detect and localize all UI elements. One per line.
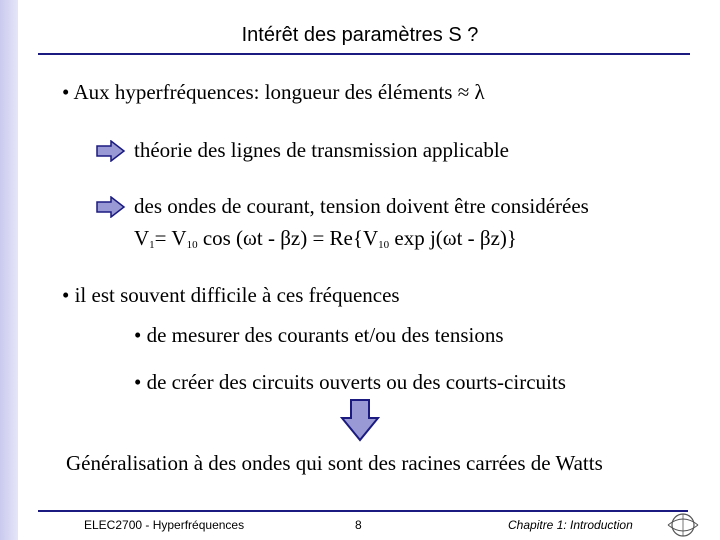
footer-page-number: 8 [355, 518, 362, 532]
title-divider [38, 53, 690, 55]
eq-exp-part: exp j(ωt - βz)} [389, 226, 518, 250]
eq-v1: V [134, 226, 150, 250]
right-arrow-icon [96, 140, 126, 162]
eq-cos-part: cos (ωt - βz) = Re{V [197, 226, 379, 250]
arrow-item-waves: des ondes de courant, tension doivent être considérées [134, 194, 589, 218]
bullet-hyperfrequency: • Aux hyperfréquences: longueur des éléments ≈ λ [62, 80, 485, 104]
eq-mid: = V [154, 226, 187, 250]
bullet-difficulty: • il est souvent difficile à ces fréquences [62, 283, 400, 307]
sub-bullet-measure: • de mesurer des courants et/ou des tensions [134, 323, 504, 347]
wave-equation [134, 226, 517, 251]
eq-v10-subscript: 10 [186, 239, 198, 251]
eq-v1-subscript: 1 [149, 239, 155, 251]
right-arrow-icon [96, 196, 126, 218]
footer-course: ELEC2700 - Hyperfréquences [84, 518, 245, 532]
slide-title: Intérêt des paramètres S ? [241, 24, 479, 46]
conclusion-text: Généralisation à des ondes qui sont des racines carrées de Watts [66, 451, 603, 475]
sub-bullet-circuits: • de créer des circuits ouverts ou des courts-circuits [134, 370, 566, 394]
left-decor-bar [0, 0, 18, 540]
footer-divider [38, 510, 688, 512]
eq-v10b-subscript: 10 [378, 239, 390, 251]
university-logo-icon [664, 511, 702, 539]
arrow-item-theory: théorie des lignes de transmission applicable [134, 138, 509, 162]
down-arrow-icon [340, 398, 380, 442]
footer-chapter: Chapitre 1: Introduction [508, 518, 633, 532]
